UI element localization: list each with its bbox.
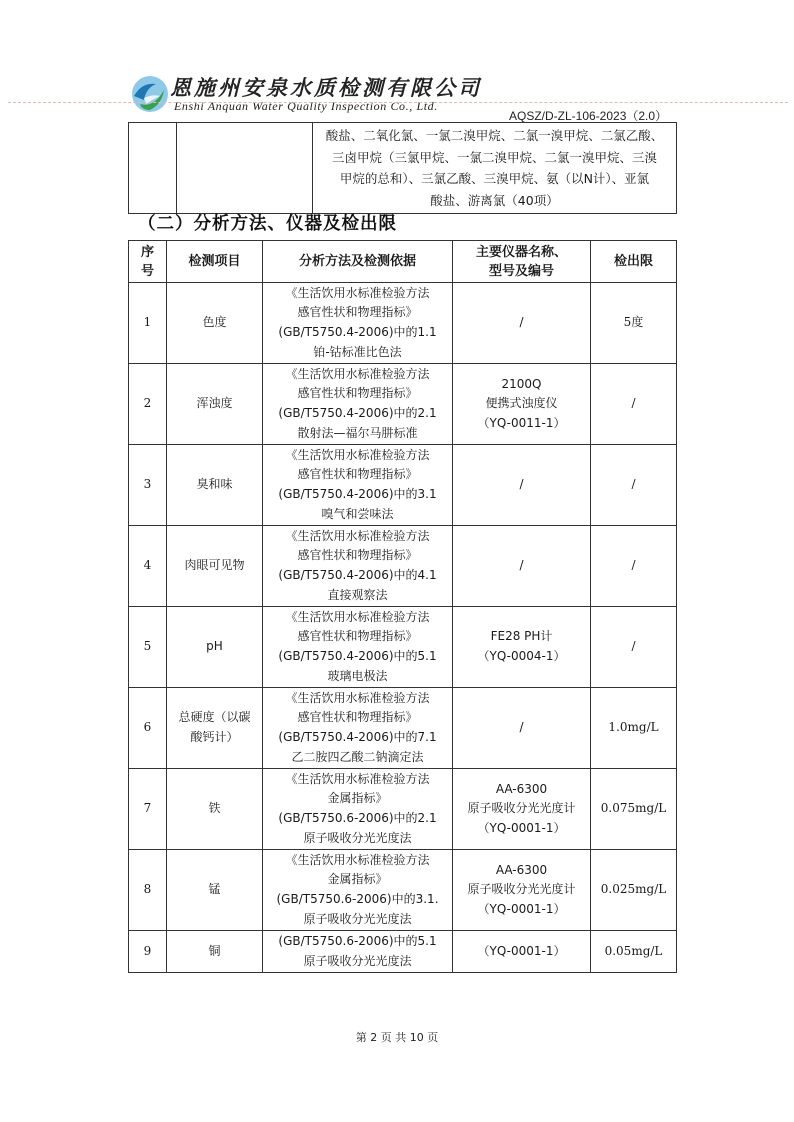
cell-item-line: 锰	[208, 882, 221, 897]
cell-method-line: 原子吸收分光光度法	[303, 911, 412, 926]
cell-method-line: (GB/T5750.6-2006)中的2.1	[278, 811, 437, 825]
cell-method-line: 《生活饮用水标准检验方法	[285, 609, 430, 624]
cell-method	[263, 688, 453, 769]
cell-item	[167, 688, 263, 769]
cell-instrument-line: /	[519, 315, 524, 330]
cell-item-line: 酸钙计）	[190, 730, 239, 744]
table-row	[129, 931, 677, 973]
page-number: 第 2 页 共 10 页	[355, 1031, 439, 1044]
cell-item-line: pH	[206, 639, 223, 654]
cell-method-line: 金属指标》	[327, 791, 388, 806]
cell-method	[263, 607, 453, 688]
table-row	[129, 607, 677, 688]
cell-limit: 0.025mg/L	[591, 850, 677, 931]
cell-instrument	[453, 850, 591, 931]
cell-method-line: (GB/T5750.6-2006)中的3.1.	[276, 892, 439, 906]
company-logo-icon	[130, 74, 170, 114]
cell-method-line: 《生活饮用水标准检验方法	[285, 852, 430, 867]
cell-method-line: (GB/T5750.4-2006)中的4.1	[278, 568, 437, 582]
cell-method-line: (GB/T5750.6-2006)中的5.1	[278, 933, 437, 948]
cell-method-line: (GB/T5750.4-2006)中的7.1	[278, 730, 437, 744]
continued-line: 酸盐、二氧化氯、一氯二溴甲烷、二氯一溴甲烷、二氯乙酸、	[325, 128, 664, 143]
cell-limit: /	[591, 607, 677, 688]
table-row	[129, 688, 677, 769]
cell-limit: /	[591, 445, 677, 526]
header-seq: 序 号	[129, 241, 167, 283]
cell-method	[263, 445, 453, 526]
continued-table	[128, 122, 677, 214]
cell-limit: 1.0mg/L	[591, 688, 677, 769]
cell-limit: /	[591, 364, 677, 445]
document-code: AQSZ/D-ZL-106-2023（2.0）	[509, 109, 668, 123]
cell-seq: 7	[129, 769, 167, 850]
cell-method-line: 感官性状和物理指标》	[297, 710, 418, 725]
cell-method	[263, 931, 453, 973]
cell-limit: /	[591, 526, 677, 607]
cell-seq: 5	[129, 607, 167, 688]
table-row	[129, 283, 677, 364]
cell-instrument	[453, 283, 591, 364]
cell-instrument-line: /	[519, 477, 524, 492]
cell-method-line: 《生活饮用水标准检验方法	[285, 771, 430, 786]
company-name-en: Enshi Anquan Water Quality Inspection Co., Ltd.	[174, 99, 438, 113]
methods-table	[128, 240, 677, 973]
cell-item	[167, 283, 263, 364]
continued-row	[129, 123, 677, 214]
cell-method	[263, 364, 453, 445]
cell-method	[263, 526, 453, 607]
cell-method-line: 金属指标》	[327, 872, 388, 887]
header-limit: 检出限	[591, 241, 677, 283]
header-instrument: 主要仪器名称、 型号及编号	[453, 241, 591, 283]
cell-method-line: 感官性状和物理指标》	[297, 629, 418, 644]
section-title: （二）分析方法、仪器及检出限	[138, 214, 397, 234]
cell-seq: 8	[129, 850, 167, 931]
cell-item-line: 肉眼可见物	[184, 558, 245, 573]
table-row	[129, 445, 677, 526]
cell-instrument-line: 2100Q	[501, 376, 542, 391]
cell-instrument-line: （YQ-0001-1）	[477, 943, 566, 958]
cell-item	[167, 850, 263, 931]
cell-method-line: 玻璃电极法	[327, 668, 388, 683]
continued-parameter-list	[313, 123, 677, 214]
cell-method-line: 《生活饮用水标准检验方法	[285, 690, 430, 705]
cell-method-line: 原子吸收分光光度法	[303, 830, 412, 845]
cell-instrument-line: 原子吸收分光光度计	[467, 801, 576, 816]
continued-cell-empty	[177, 123, 313, 214]
table-header-row	[129, 241, 677, 283]
cell-instrument-line: （YQ-0011-1）	[477, 415, 566, 430]
cell-item-line: 浑浊度	[196, 396, 233, 411]
cell-seq: 1	[129, 283, 167, 364]
table-row	[129, 364, 677, 445]
table-row	[129, 769, 677, 850]
cell-seq: 2	[129, 364, 167, 445]
cell-method-line: (GB/T5750.4-2006)中的3.1	[278, 487, 437, 501]
cell-item	[167, 526, 263, 607]
cell-method-line: 乙二胺四乙酸二钠滴定法	[291, 749, 424, 764]
cell-item	[167, 364, 263, 445]
continued-line: 三卤甲烷（三氯甲烷、一氯二溴甲烷、二氯一溴甲烷、三溴	[331, 149, 657, 165]
header-item: 检测项目	[167, 241, 263, 283]
cell-method-line: 铂-钴标准比色法	[313, 344, 402, 359]
cell-instrument-line: /	[519, 558, 524, 573]
cell-method-line: 直接观察法	[327, 587, 388, 602]
continued-line: 甲烷的总和）、三氯乙酸、三溴甲烷、氨（以N计）、亚氯	[339, 171, 650, 187]
cell-instrument	[453, 364, 591, 445]
cell-instrument-line: AA-6300	[495, 781, 548, 796]
header-divider	[8, 102, 788, 103]
table-row	[129, 850, 677, 931]
cell-method-line: 《生活饮用水标准检验方法	[285, 447, 430, 462]
cell-method-line: 《生活饮用水标准检验方法	[285, 285, 430, 300]
cell-method-line: 《生活饮用水标准检验方法	[285, 528, 430, 543]
cell-method-line: 感官性状和物理指标》	[297, 467, 418, 482]
cell-instrument-line: /	[519, 720, 524, 735]
cell-instrument	[453, 607, 591, 688]
cell-seq: 9	[129, 931, 167, 973]
cell-limit: 0.075mg/L	[591, 769, 677, 850]
cell-limit: 0.05mg/L	[591, 931, 677, 973]
cell-instrument-line: 便携式浊度仪	[485, 396, 558, 411]
cell-instrument-line: （YQ-0001-1）	[477, 901, 566, 916]
cell-instrument-line: （YQ-0001-1）	[477, 820, 566, 835]
cell-instrument-line: 原子吸收分光光度计	[467, 882, 576, 897]
cell-instrument-line: FE28 PH计	[490, 629, 553, 644]
cell-method	[263, 850, 453, 931]
cell-seq: 3	[129, 445, 167, 526]
cell-item	[167, 931, 263, 973]
company-name-cn: 恩施州安泉水质检测有限公司	[170, 76, 482, 100]
cell-item	[167, 607, 263, 688]
cell-method-line: (GB/T5750.4-2006)中的2.1	[278, 406, 437, 420]
cell-method-line: (GB/T5750.4-2006)中的1.1	[278, 325, 437, 339]
continued-cell-empty	[129, 123, 177, 214]
cell-method-line: 感官性状和物理指标》	[297, 386, 418, 401]
cell-item-line: 臭和味	[196, 477, 233, 492]
continued-line: 酸盐、游离氯（40项）	[430, 192, 559, 208]
cell-instrument	[453, 931, 591, 973]
cell-seq: 4	[129, 526, 167, 607]
cell-seq: 6	[129, 688, 167, 769]
cell-method-line: 感官性状和物理指标》	[297, 305, 418, 320]
cell-method-line: (GB/T5750.4-2006)中的5.1	[278, 649, 437, 663]
cell-method	[263, 283, 453, 364]
table-body	[129, 283, 677, 973]
cell-instrument-line: （YQ-0004-1）	[477, 649, 566, 663]
cell-instrument	[453, 688, 591, 769]
cell-method-line: 感官性状和物理指标》	[297, 548, 418, 563]
cell-item	[167, 445, 263, 526]
cell-item-line: 色度	[202, 315, 227, 330]
cell-instrument-line: AA-6300	[495, 862, 548, 877]
cell-method-line: 原子吸收分光光度法	[303, 953, 412, 968]
cell-method-line: 嗅气和尝味法	[321, 506, 394, 521]
cell-item	[167, 769, 263, 850]
cell-instrument	[453, 526, 591, 607]
cell-item-line: 铜	[208, 943, 221, 958]
table-row	[129, 526, 677, 607]
cell-method-line: 《生活饮用水标准检验方法	[285, 366, 430, 381]
cell-instrument	[453, 445, 591, 526]
cell-method-line: 散射法—福尔马肼标准	[297, 425, 418, 440]
header-method: 分析方法及检测依据	[263, 241, 453, 283]
cell-item-line: 铁	[208, 801, 221, 816]
cell-item-line: 总硬度（以碳	[178, 710, 251, 725]
cell-limit: 5度	[591, 283, 677, 364]
cell-method	[263, 769, 453, 850]
cell-instrument	[453, 769, 591, 850]
